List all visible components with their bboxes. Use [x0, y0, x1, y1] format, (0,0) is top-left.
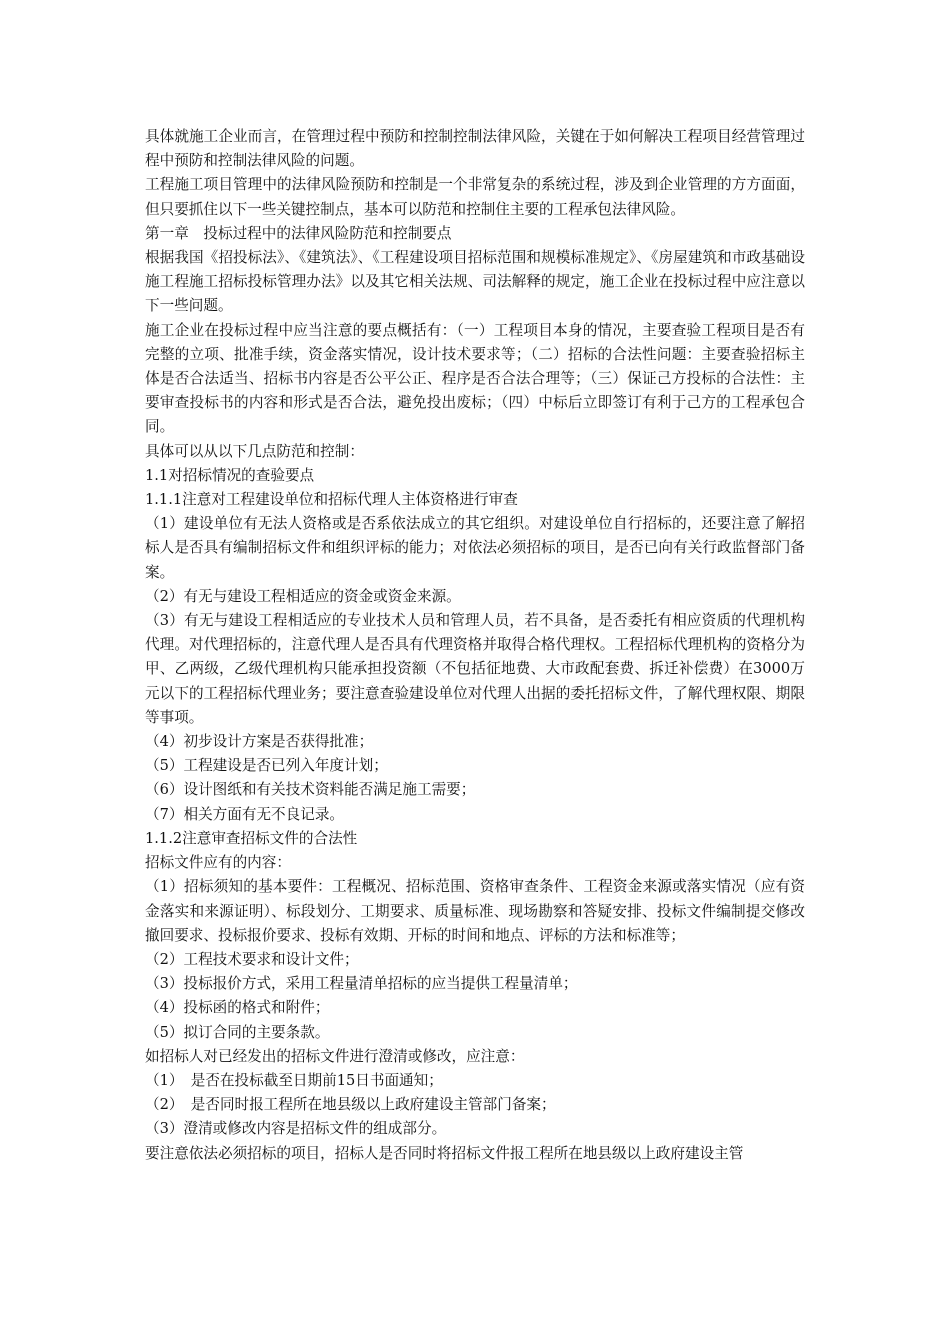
- list-item: （5）拟订合同的主要条款。: [145, 1023, 330, 1041]
- paragraph-intro: 具体就施工企业而言，在管理过程中预防和控制控制法律风险，关键在于如何解决工程项目经营管理过程中预防和控制法律风险的问题。: [145, 128, 805, 170]
- section-heading-1-1-1: 1.1.1注意对工程建设单位和招标代理人主体资格进行审查: [145, 491, 518, 509]
- section-heading-1-1: 1.1对招标情况的查验要点: [145, 466, 315, 484]
- paragraph-final: 要注意依法必须招标的项目，招标人是否同时将招标文件报工程所在地县级以上政府建设主管: [145, 1144, 744, 1162]
- list-item: （1） 是否在投标截至日期前15日书面通知；: [145, 1071, 443, 1089]
- list-item: （2） 是否同时报工程所在地县级以上政府建设主管部门备案；: [145, 1096, 556, 1114]
- list-item: （4）初步设计方案是否获得批准；: [145, 733, 374, 751]
- list-item: （7）相关方面有无不良记录。: [145, 805, 345, 823]
- list-item: （4）投标函的格式和附件；: [145, 999, 330, 1017]
- paragraph-overview: 工程施工项目管理中的法律风险预防和控制是一个非常复杂的系统过程，涉及到企业管理的方方面面，但只要抓住以下一些关键控制点，基本可以防范和控制住主要的工程承包法律风险。: [145, 176, 805, 218]
- list-item: （5）工程建设是否已列入年度计划；: [145, 757, 388, 775]
- chapter-heading: 第一章 投标过程中的法律风险防范和控制要点: [145, 224, 452, 242]
- list-item: （2）工程技术要求和设计文件；: [145, 950, 359, 968]
- list-item: （6）设计图纸和有关技术资料能否满足施工需要；: [145, 781, 476, 799]
- list-item: （1）建设单位有无法人资格或是否系依法成立的其它组织。对建设单位自行招标的，还要注意了解招标人是否具有编制招标文件和组织评标的能力；对依法必须招标的项目，是否已向有关行政监督部门备案。: [145, 515, 805, 581]
- paragraph-intro-list: 具体可以从以下几点防范和控制：: [145, 442, 364, 460]
- list-item: （3）投标报价方式，采用工程量清单招标的应当提供工程量清单；: [145, 975, 578, 993]
- list-item: （2）有无与建设工程相适应的资金或资金来源。: [145, 587, 461, 605]
- list-item: （3）澄清或修改内容是招标文件的组成部分。: [145, 1120, 447, 1138]
- paragraph-legal-basis: 根据我国《招投标法》、《建筑法》、《工程建设项目招标范围和规模标准规定》、《房屋建筑和市政基础设施工程施工招标投标管理办法》以及其它相关法规、司法解释的规定，施工企业在投标过程中应注意以下一些问题。: [145, 249, 805, 315]
- list-item: （1）招标须知的基本要件：工程概况、招标范围、资格审查条件、工程资金来源或落实情况（应有资金落实和来源证明）、标段划分、工期要求、质量标准、现场勘察和答疑安排、投标文件编制提交修改撤回要求、投标报价要求、投标有效期、开标的时间和地点、评标的方法和标准等；: [145, 878, 805, 944]
- list-item: （3）有无与建设工程相适应的专业技术人员和管理人员，若不具备，是否委托有相应资质的代理机构代理。对代理招标的，注意代理人是否具有代理资格并取得合格代理权。工程招标代理机构的资格分为甲、乙两级，乙级代理机构只能承担投资额（不包括征地费、大市政配套费、拆迁补偿费）在3000万元以下的工程招标代理业务；要注意查验建设单位对代理人出据的委托招标文件，了解代理权限、期限等事项。: [145, 612, 805, 726]
- paragraph-clarification-intro: 如招标人对已经发出的招标文件进行澄清或修改，应注意：: [145, 1047, 525, 1065]
- section-heading-1-1-2: 1.1.2注意审查招标文件的合法性: [145, 829, 358, 847]
- paragraph-key-points: 施工企业在投标过程中应当注意的要点概括有：（一）工程项目本身的情况，主要查验工程项目是否有完整的立项、批准手续，资金落实情况，设计技术要求等；（二）招标的合法性问题：主要查验招标主体是否合法适当、招标书内容是否公平公正、程序是否合法合理等；（三）保证己方投标的合法性：主要审查投标书的内容和形式是否合法，避免投出废标；（四）中标后立即签订有利于己方的工程承包合同。: [145, 321, 805, 436]
- document-page: [145, 125, 805, 1166]
- paragraph-contents-intro: 招标文件应有的内容：: [145, 854, 291, 872]
